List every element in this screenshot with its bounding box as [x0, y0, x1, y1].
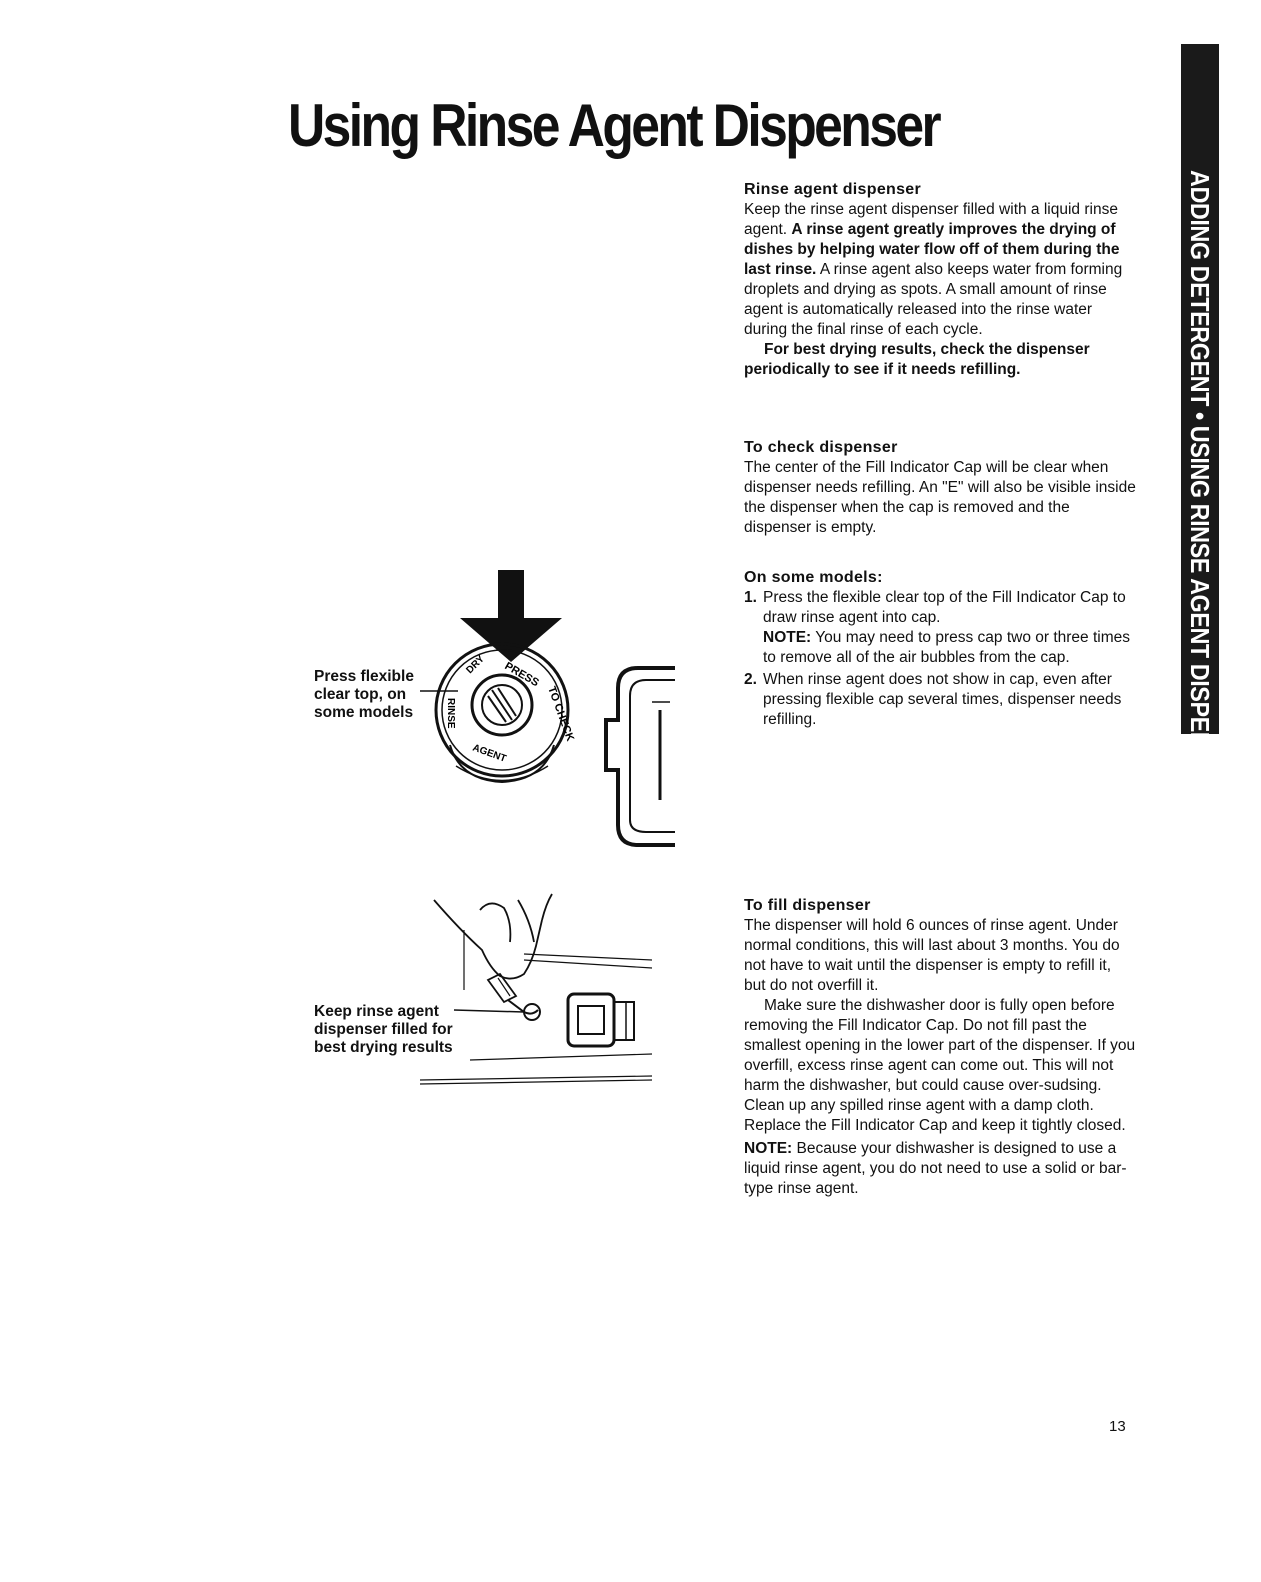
side-tab-label: ADDING DETERGENT • USING RINSE AGENT DISPENSER	[1185, 170, 1215, 795]
text: A rinse agent also keeps water from forming droplets and drying as spots. A small amount of rinse agent is automatically released into the rinse water during the final rinse of each cycle.	[744, 261, 1123, 338]
cap-label-press: PRESS	[502, 660, 541, 690]
paragraph: The center of the Fill Indicator Cap will be clear when dispenser needs refilling. An "E" will also be visible inside the dispenser when the cap is removed and the dispenser is empty.	[744, 459, 1136, 536]
page-title: Using Rinse Agent Dispenser	[288, 92, 939, 159]
text: Keep the rinse agent dispenser filled with a liquid rinse agent.	[744, 201, 1118, 238]
cap-label-agent: AGENT	[470, 742, 508, 765]
note-label: NOTE:	[744, 1140, 793, 1157]
note-label: NOTE:	[763, 629, 812, 646]
note	[744, 1139, 1136, 1199]
emphasis-text: A rinse agent greatly improves the drying of dishes by helping water flow off of them during the last rinse.	[744, 221, 1120, 278]
section-heading: On some models:	[744, 569, 883, 586]
list-item	[744, 670, 1136, 730]
section-heading: To check dispenser	[744, 439, 898, 456]
step-number: 2.	[744, 671, 757, 688]
paragraph: Make sure the dishwasher door is fully open before removing the Fill Indicator Cap. Do not fill past the smallest opening in the lower part of the dispenser. If you overfill, excess rinse agent can come out. This will not harm the dishwasher, but could cause over-sudsing. Clean up any spilled rinse agent with a damp cloth. Replace the Fill Indicator Cap and keep it tightly closed.	[744, 997, 1136, 1134]
note	[763, 628, 1136, 668]
filling-dispenser-illustration	[420, 890, 660, 1090]
fill-dispenser-section	[744, 896, 1136, 1199]
steps-list	[744, 588, 1136, 730]
note-text: Because your dishwasher is designed to use a liquid rinse agent, you do not need to use a solid or bar-type rinse agent.	[744, 1140, 1127, 1197]
step-text: Press the flexible clear top of the Fill Indicator Cap to draw rinse agent into cap.	[763, 589, 1126, 626]
section-heading: To fill dispenser	[744, 897, 871, 914]
paragraph: The dispenser will hold 6 ounces of rinse agent. Under normal conditions, this will last about 3 months. You do not have to wait until the dispenser is empty to refill it, but do not overfill it.	[744, 917, 1120, 994]
figure2-caption: Keep rinse agent dispenser filled for best drying results	[314, 1003, 453, 1056]
step-number: 1.	[744, 589, 757, 606]
fill-indicator-cap-illustration	[420, 570, 680, 850]
check-dispenser-section	[744, 438, 1136, 538]
some-models-section	[744, 568, 1136, 730]
tip-paragraph: For best drying results, check the dispenser periodically to see if it needs refilling.	[744, 341, 1090, 378]
note-text: You may need to press cap two or three times to remove all of the air bubbles from the cap.	[763, 629, 1131, 666]
cap-label-check: TO CHECK	[545, 684, 577, 743]
figure1-caption: Press flexible clear top, on some models	[314, 668, 414, 721]
step-text: When rinse agent does not show in cap, even after pressing flexible cap several times, dispenser needs refilling.	[763, 671, 1122, 728]
cap-label-rinse: RINSE	[445, 698, 456, 729]
cap-label-dry: DRY	[464, 653, 487, 677]
rinse-agent-dispenser-section	[744, 180, 1136, 380]
section-heading: Rinse agent dispenser	[744, 181, 922, 198]
list-item	[744, 588, 1136, 668]
page-number: 13	[1109, 1418, 1126, 1435]
paragraph	[744, 200, 1136, 340]
